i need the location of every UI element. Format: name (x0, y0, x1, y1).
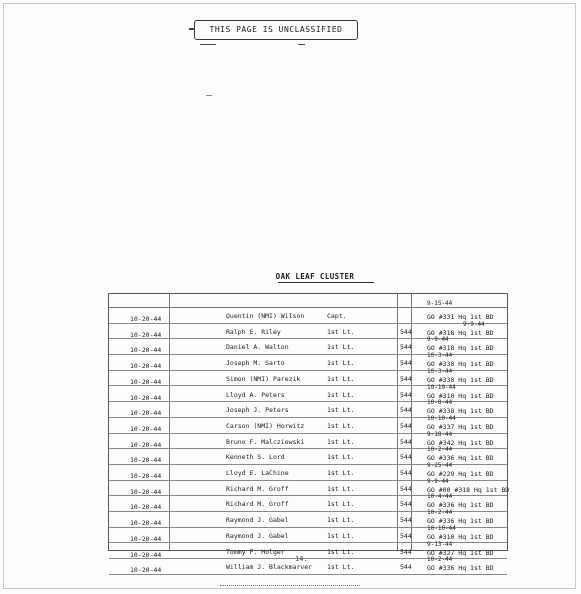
row-general-order-ref: GO #310 Hq 1st BD (427, 532, 494, 541)
row-unit: 544 (400, 516, 412, 525)
classification-banner: THIS PAGE IS UNCLASSIFIED (194, 20, 358, 40)
row-general-order-ref: GO #342 Hq 1st BD (427, 438, 494, 447)
row-date: 10-20-44 (130, 566, 162, 575)
row-unit: 544 (400, 547, 412, 556)
row-date: 10-20-44 (130, 377, 162, 386)
row-date: 10-20-44 (130, 534, 162, 543)
row-date: 10-20-44 (130, 409, 162, 418)
row-general-order-ref: GO #331 Hq 1st BD (427, 313, 494, 321)
row-general-order-ref: GO #229 Hq 1st BD (427, 470, 494, 478)
ink-smudge (206, 95, 212, 96)
row-unit: 544 (400, 359, 412, 368)
row-date: 10-20-44 (130, 315, 162, 323)
row-name: Quentin (NMI) Wilson (226, 312, 305, 320)
row-grade: 1st Lt. (327, 421, 355, 430)
row-date: 10-20-44 (130, 550, 162, 559)
row-authorization-date: 10-3-44 (427, 367, 453, 375)
row-authorization-date: 10-2-44 (427, 446, 453, 454)
row-unit: 544 (400, 500, 412, 509)
row-grade: 1st Lt. (327, 531, 355, 540)
row-authorization-date: 10-3-44 (427, 352, 453, 360)
row-authorization-date: 10-10-44 (427, 383, 456, 391)
row-name: Bruno F. Malcziewski (226, 437, 305, 446)
row-date: 10-20-44 (130, 503, 162, 512)
row-authorization-date: 9-9-44 (463, 320, 485, 328)
row-general-order-ref: GO #338 Hq 1st BD (427, 375, 494, 384)
row-general-order-ref: GO #310 Hq 1st BD (427, 391, 494, 400)
row-authorization-date: 9-18-44 (427, 430, 453, 438)
row-grade: 1st Lt. (327, 327, 355, 336)
row-grade: 1st Lt. (327, 374, 355, 383)
row-date: 10-20-44 (130, 456, 162, 465)
row-date: 10-20-44 (130, 362, 162, 371)
row-unit: 544 (400, 453, 412, 462)
row-name: Joseph J. Peters (226, 406, 289, 415)
row-unit: 544 (400, 327, 412, 336)
row-date: 10-20-44 (130, 330, 162, 339)
row-grade: 1st Lt. (327, 484, 355, 493)
row-authorization-date: 10-10-44 (427, 524, 456, 532)
row-name: Richard M. Groff (226, 484, 289, 493)
row-unit: 544 (400, 469, 412, 477)
row-unit: 544 (400, 437, 412, 446)
row-grade: 1st Lt. (327, 516, 355, 525)
row-unit: 544 (400, 390, 412, 399)
ink-smudge (298, 44, 305, 45)
table-row (109, 300, 507, 324)
row-authorization-date: 9-25-44 (427, 462, 453, 469)
row-authorization-date: 9-9-44 (427, 336, 449, 344)
row-name: William J. Blackmarver (226, 563, 313, 572)
row-name: Raymond J. Gabel (226, 531, 289, 540)
row-authorization-date: 10-4-44 (427, 493, 453, 501)
row-date: 10-20-44 (130, 519, 162, 528)
bottom-edge-marks (220, 585, 360, 589)
row-authorization-date: 10-2-44 (427, 509, 453, 517)
ink-smudge (189, 28, 195, 30)
row-date: 10-20-44 (130, 424, 162, 433)
row-name: Raymond J. Gabel (226, 516, 289, 525)
row-name: Ralph E. Riley (226, 327, 281, 336)
row-grade: 1st Lt. (327, 500, 355, 509)
row-name: Joseph M. Sarto (226, 359, 285, 368)
row-name: Kenneth S. Lord (226, 453, 285, 462)
row-authorization-date: 9-13-44 (427, 540, 453, 548)
row-authorization-date: 10-2-44 (427, 556, 453, 564)
row-name: Lloyd E. LaChine (226, 469, 289, 477)
row-date: 10-20-44 (130, 440, 162, 449)
page-footer-mark: 14. (295, 555, 308, 563)
row-name: Daniel A. Walton (226, 343, 289, 352)
row-grade: 1st Lt. (327, 406, 355, 415)
row-grade: 1st Lt. (327, 547, 355, 556)
row-name: Simon (NMI) Parezik (226, 374, 301, 383)
row-authorization-date: 10-8-44 (427, 399, 453, 407)
row-general-order-ref: GO #338 Hq 1st BD (427, 407, 494, 416)
section-title: OAK LEAF CLUSTER (275, 272, 355, 281)
row-general-order-ref: GO #00 #318 Hq 1st BD (427, 485, 510, 494)
row-name: Tommy F. Holger (226, 547, 285, 556)
row-unit: 544 (400, 563, 412, 572)
ink-smudge (200, 44, 216, 45)
row-grade: 1st Lt. (327, 469, 355, 477)
row-authorization-date: 9-15-44 (427, 300, 453, 307)
row-general-order-ref: GO #336 Hq 1st BD (427, 517, 494, 526)
row-date: 10-20-44 (130, 487, 162, 496)
row-unit: 544 (400, 484, 412, 493)
row-date: 10-20-44 (130, 393, 162, 402)
row-authorization-date: 10-10-44 (427, 414, 456, 422)
row-general-order-ref: GO #338 Hq 1st BD (427, 360, 494, 369)
row-grade: 1st Lt. (327, 359, 355, 368)
row-date: 10-20-44 (130, 472, 162, 480)
row-grade: 1st Lt. (327, 343, 355, 352)
row-general-order-ref: GO #336 Hq 1st BD (427, 564, 494, 573)
row-grade: 1st Lt. (327, 563, 355, 572)
row-grade: 1st Lt. (327, 390, 355, 399)
row-grade: Capt. (327, 312, 347, 320)
row-unit: 544 (400, 343, 412, 352)
row-general-order-ref: GO #336 Hq 1st BD (427, 501, 494, 510)
row-name: Lloyd A. Peters (226, 390, 285, 399)
row-general-order-ref: GO #318 Hq 1st BD (427, 328, 494, 337)
row-date: 10-20-44 (130, 346, 162, 355)
row-grade: 1st Lt. (327, 453, 355, 462)
row-unit: 544 (400, 406, 412, 415)
row-name: Richard M. Groff (226, 500, 289, 509)
row-unit: 544 (400, 421, 412, 430)
row-name: Carson (NMI) Horwitz (226, 421, 305, 430)
row-general-order-ref: GO #337 Hq 1st BD (427, 422, 494, 431)
row-general-order-ref: GO #327 Hq 1st BD (427, 548, 494, 557)
title-underline (278, 282, 374, 283)
row-general-order-ref: GO #336 Hq 1st BD (427, 454, 494, 463)
row-authorization-date: 9-9-44 (427, 477, 449, 485)
row-grade: 1st Lt. (327, 437, 355, 446)
row-general-order-ref: GO #318 Hq 1st BD (427, 344, 494, 353)
row-unit: 544 (400, 374, 412, 383)
table-row (109, 556, 507, 575)
row-unit: 544 (400, 531, 412, 540)
